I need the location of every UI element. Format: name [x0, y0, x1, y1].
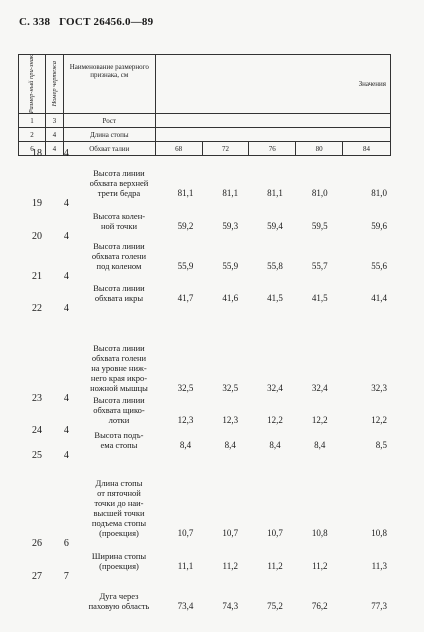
- table-row: [18, 198, 391, 231]
- row-value: 81,1: [222, 188, 239, 198]
- row-value: 59,6: [371, 221, 387, 231]
- row-number: 21: [32, 271, 42, 282]
- row-value: 10,8: [371, 528, 387, 538]
- row-name: [75, 271, 163, 303]
- row-value: 59,4: [267, 221, 283, 231]
- row-drawing: 4: [63, 231, 69, 242]
- row-value: 8,4: [314, 440, 326, 450]
- row-name-line: под коленом: [96, 261, 142, 271]
- row-name-line: паховую область: [88, 601, 150, 611]
- row-value: 81,1: [267, 188, 283, 198]
- row-name: [75, 303, 163, 393]
- row-value: 11,1: [177, 561, 194, 571]
- row-drawing: 4: [63, 198, 69, 209]
- row-name-line: Высота линии: [93, 343, 145, 353]
- row-value: 77,3: [371, 601, 387, 611]
- row-name-line: ной точки: [100, 221, 137, 231]
- table-row: [18, 571, 391, 611]
- row-value: 81,0: [311, 188, 328, 198]
- table-row: [18, 148, 391, 198]
- row-value: 10,7: [267, 528, 283, 538]
- table-row: [18, 271, 391, 303]
- row-name-line: (проекция): [99, 528, 139, 538]
- row-drawing: 4: [63, 303, 69, 314]
- row-value: 55,9: [177, 261, 194, 271]
- row-name-line: Высота линии: [93, 241, 145, 251]
- table-row: [18, 303, 391, 393]
- row-name-line: подъема стопы: [91, 518, 147, 528]
- row-name: [75, 571, 163, 611]
- row-value: 12,2: [267, 415, 283, 425]
- row-name-line: Высота линии: [93, 283, 145, 293]
- row-number: 20: [32, 231, 42, 242]
- page-header: [19, 16, 159, 28]
- row-name: [75, 148, 163, 198]
- row-name: [75, 450, 163, 538]
- row-value: 55,6: [371, 261, 387, 271]
- row-number: 18: [32, 148, 42, 159]
- row-value: 32,3: [371, 383, 387, 393]
- row-value: 8,4: [179, 440, 192, 450]
- row-name: [75, 198, 163, 231]
- row-value: 8,4: [269, 440, 281, 450]
- row-value: 59,5: [311, 221, 328, 231]
- row-name-line: Дуга через: [99, 591, 139, 601]
- row-name-line: обхвата голени: [91, 251, 147, 261]
- row-name: [75, 231, 163, 271]
- row-value: 32,4: [311, 383, 328, 393]
- row-drawing: 4: [63, 148, 69, 159]
- row-value: 81,1: [177, 188, 194, 198]
- row-value: 74,3: [222, 601, 239, 611]
- row-value: 55,9: [222, 261, 239, 271]
- row-number: 19: [32, 198, 42, 209]
- row-value: 32,5: [177, 383, 194, 393]
- row-name-line: Высота колен-: [92, 211, 146, 221]
- row-value: 12,3: [177, 415, 194, 425]
- row-name-line: Ширина стопы: [91, 551, 147, 561]
- row-value: 59,2: [177, 221, 194, 231]
- size-sign-header: Размер-ный при-знак: [19, 55, 46, 114]
- row-drawing: 4: [63, 425, 69, 436]
- row-name: [75, 425, 163, 450]
- row-value: 81,0: [371, 188, 387, 198]
- row-value: 12,2: [311, 415, 328, 425]
- subheader-row: 6 4 Обхват талии 68 72 76 80 84: [19, 142, 391, 156]
- row-value: 41,4: [371, 293, 387, 303]
- row-value: 8,5: [375, 440, 387, 450]
- row-name-line: точки до наи-: [94, 498, 144, 508]
- table-header: [18, 54, 391, 156]
- row-name-line: обхвата верхней: [89, 178, 149, 188]
- row-name-line: Длина стопы: [95, 478, 143, 488]
- row-name: [75, 393, 163, 425]
- data-table: [18, 148, 391, 611]
- row-name-line: обхвата щико-: [93, 405, 145, 415]
- row-name-line: (проекция): [99, 561, 139, 571]
- document-code: ГОСТ 26456.0—89: [59, 16, 154, 28]
- row-number: 25: [32, 450, 42, 461]
- row-value: 73,4: [177, 601, 194, 611]
- row-value: 10,8: [311, 528, 328, 538]
- row-number: 26: [32, 538, 42, 549]
- row-drawing: 4: [63, 450, 69, 461]
- row-value: 55,7: [311, 261, 328, 271]
- row-number: 23: [32, 393, 42, 404]
- row-drawing: 4: [63, 393, 69, 404]
- row-name-line: ема стопы: [100, 440, 138, 450]
- row-name-line: высшей точки: [93, 508, 145, 518]
- row-value: 11,2: [222, 561, 238, 571]
- row-drawing: 4: [63, 271, 69, 282]
- row-value: 10,7: [222, 528, 239, 538]
- values-header: Значения: [155, 55, 390, 114]
- row-number: 24: [32, 425, 42, 436]
- row-name-line: Высота линии: [93, 395, 145, 405]
- drawing-number-header: Номер чертежа: [45, 55, 63, 114]
- name-header: Наименование размерного признака, см: [63, 55, 155, 114]
- row-name-line: Высота линии: [93, 168, 145, 178]
- row-name-line: ножной мышцы: [90, 383, 148, 393]
- row-value: 76,2: [311, 601, 328, 611]
- row-value: 41,7: [177, 293, 194, 303]
- row-value: 41,5: [267, 293, 283, 303]
- row-name-line: обхвата икры: [94, 293, 144, 303]
- table-row: [18, 425, 391, 450]
- row-number: 22: [32, 303, 42, 314]
- subheader-row: 1 3 Рост: [19, 114, 391, 128]
- row-value: 41,6: [222, 293, 239, 303]
- table-row: [18, 538, 391, 571]
- table-row: [18, 450, 391, 538]
- row-value: 59,3: [222, 221, 239, 231]
- row-value: 12,3: [222, 415, 239, 425]
- row-value: 12,2: [371, 415, 387, 425]
- table-row: [18, 393, 391, 425]
- row-name-line: обхвата голени: [91, 353, 147, 363]
- row-value: 41,5: [311, 293, 328, 303]
- row-value: 32,4: [267, 383, 283, 393]
- row-value: 55,8: [267, 261, 283, 271]
- row-name-line: на уровне ниж-: [91, 363, 147, 373]
- row-value: 75,2: [267, 601, 283, 611]
- row-name-line: трети бедра: [97, 188, 141, 198]
- row-name-line: от пяточной: [97, 488, 141, 498]
- row-name-line: лотки: [108, 415, 130, 425]
- row-value: 11,3: [371, 561, 387, 571]
- row-value: 32,5: [222, 383, 239, 393]
- row-name-line: него края икро-: [90, 373, 148, 383]
- row-name: [75, 538, 163, 571]
- row-value: 10,7: [177, 528, 194, 538]
- row-drawing: 7: [63, 571, 69, 582]
- row-value: 8,4: [224, 440, 236, 450]
- page-number: С. 338: [19, 16, 51, 28]
- subheader-row: 2 4 Длина стопы: [19, 128, 391, 142]
- row-value: 11,2: [312, 561, 328, 571]
- table-row: [18, 231, 391, 271]
- row-number: 27: [32, 571, 42, 582]
- row-drawing: 6: [63, 538, 69, 549]
- row-value: 11,2: [267, 561, 283, 571]
- row-name-line: Высота подъ-: [94, 430, 144, 440]
